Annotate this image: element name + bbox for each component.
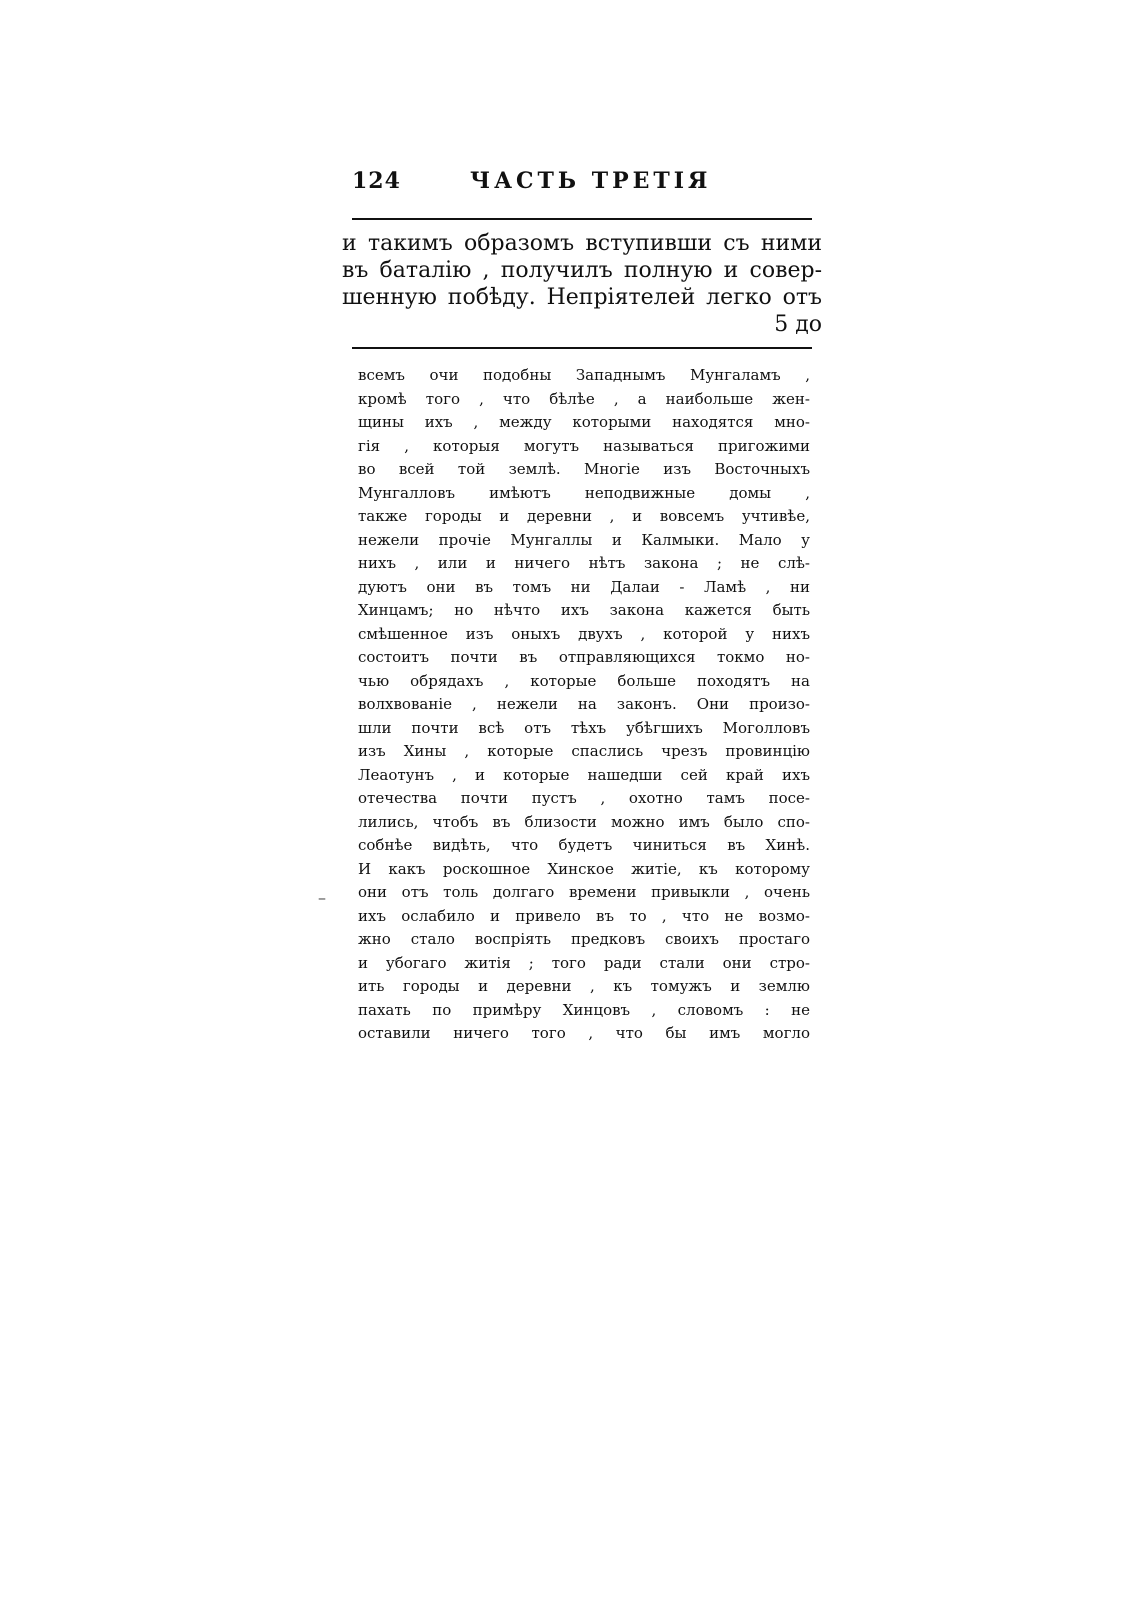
- footnote-line: изъ Хины , которые спаслись чрезъ провинцію: [358, 742, 810, 760]
- footnote-text-block: [358, 364, 810, 1046]
- footnote-line: ить городы и деревни , къ томужъ и землю: [358, 977, 810, 995]
- footnote-line: щины ихъ , между которыми находятся мно-: [358, 413, 810, 431]
- footnote-line: отечества почти пустъ , охотно тамъ посе-: [358, 789, 810, 807]
- footnote-line: смѣшенное изъ оныхъ двухъ , которой у нихъ: [358, 624, 810, 643]
- running-title: ЧАСТЬ ТРЕТІЯ: [470, 168, 712, 194]
- footnote-line: волхвованіе , нежели на законъ. Они произо-: [358, 695, 810, 713]
- main-text-line: и такимъ образомъ вступивши съ ними: [342, 231, 822, 256]
- footnote-line: ихъ ослабило и привело въ то , что не возмо-: [358, 906, 810, 925]
- footnote-line: и убогаго житія ; того ради стали они стро-: [358, 953, 810, 972]
- footnote-line: состоитъ почти въ отправляющихся токмо но-: [358, 648, 810, 666]
- footnote-line: лились, чтобъ въ близости можно имъ было спо-: [358, 812, 810, 831]
- header-rule: [352, 218, 812, 220]
- catchword: 5 до: [774, 312, 822, 337]
- footnote-line: собнѣе видѣть, что будетъ чиниться въ Хинѣ.: [358, 836, 810, 854]
- main-text-line: шенную побѣду. Непріятелей легко отъ: [342, 285, 822, 310]
- footnote-line: жно стало воспріять предковъ своихъ простаго: [358, 930, 810, 948]
- footnote-line: также городы и деревни , и вовсемъ учтивѣе,: [358, 507, 810, 525]
- main-text-line: въ баталію , получилъ полную и совер-: [342, 258, 822, 283]
- footnote-line: кромѣ того , что бѣлѣе , а наибольше жен-: [358, 389, 810, 408]
- footnote-rule: [352, 347, 812, 349]
- footnote-line: Леаотунъ , и которые нашедши сей край ихъ: [358, 765, 810, 784]
- footnote-line: дуютъ они въ томъ ни Далаи - Ламѣ , ни: [358, 577, 810, 596]
- page-header: [352, 168, 812, 204]
- footnote-line: Мунгалловъ имѣютъ неподвижные домы ,: [358, 483, 810, 502]
- footnote-line: во всей той землѣ. Многіе изъ Восточныхъ: [358, 460, 810, 478]
- footnote-line: пахать по примѣру Хинцовъ , словомъ : не: [358, 1000, 810, 1019]
- main-text-block: [342, 230, 822, 338]
- footnote-line: они отъ толь долгаго времени привыкли , очень: [358, 883, 810, 901]
- footnote-line: всемъ очи подобны Западнымъ Мунгаламъ ,: [358, 366, 810, 384]
- footnote-line: Хинцамъ; но нѣчто ихъ закона кажется быть: [358, 601, 810, 619]
- footnote-line: шли почти всѣ отъ тѣхъ убѣгшихъ Моголловъ: [358, 718, 810, 737]
- footnote-line: И какъ роскошное Хинское житіе, къ которому: [358, 859, 810, 878]
- footnote-line: чью обрядахъ , которые больше походятъ на: [358, 671, 810, 690]
- footnote-line: оставили ничего того , что бы имъ могло: [358, 1024, 810, 1042]
- footnote-line: нихъ , или и ничего нѣтъ закона ; не слѣ-: [358, 554, 810, 572]
- margin-dash-mark: –: [318, 888, 326, 907]
- page-number: 124: [352, 168, 401, 194]
- footnote-line: нежели прочіе Мунгаллы и Калмыки. Мало у: [358, 530, 810, 549]
- footnote-line: гія , которыя могутъ называться пригожими: [358, 436, 810, 455]
